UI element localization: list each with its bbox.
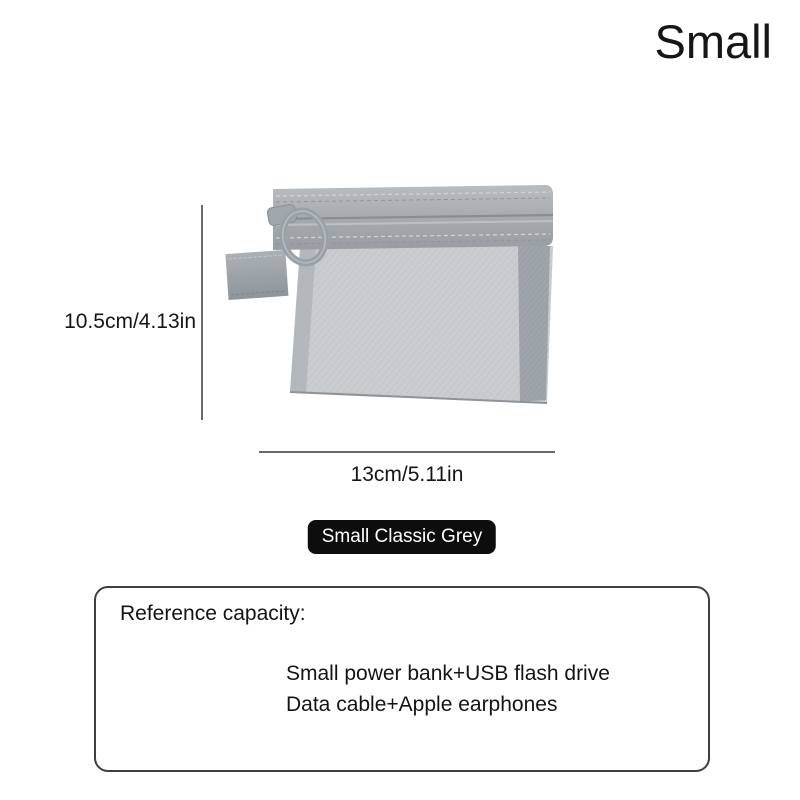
variant-badge: Small Classic Grey	[308, 520, 496, 554]
capacity-lines	[286, 658, 610, 720]
pouch-mesh-body	[290, 246, 553, 403]
capacity-line-1: Small power bank+USB flash drive	[286, 662, 610, 685]
mesh-pouch-illustration	[220, 180, 560, 410]
size-title: Small	[654, 15, 772, 68]
width-dimension-label: 13cm/5.11in	[350, 463, 464, 486]
pouch-side-tab	[225, 250, 288, 300]
height-dimension-label: 10.5cm/4.13in	[64, 310, 196, 333]
pouch-right-gusset	[518, 246, 550, 402]
reference-capacity-box	[94, 586, 710, 772]
height-dimension-line	[201, 205, 203, 420]
capacity-heading: Reference capacity:	[120, 602, 306, 625]
capacity-line-2: Data cable+Apple earphones	[286, 693, 558, 716]
width-dimension-line	[259, 451, 555, 453]
